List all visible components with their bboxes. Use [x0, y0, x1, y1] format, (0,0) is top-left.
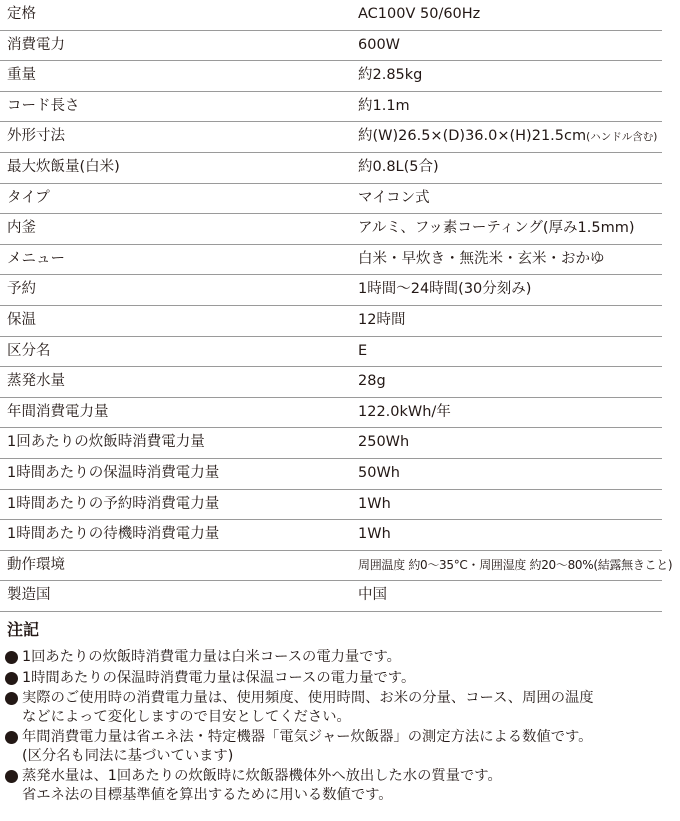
spec-label: 区分名: [7, 342, 51, 359]
note-item: [5, 728, 673, 765]
bullet-icon: [5, 672, 18, 685]
spec-row-power: [0, 31, 662, 62]
spec-row-cooking-energy: [0, 428, 662, 459]
notes-title: 注記: [7, 620, 40, 639]
spec-value: 122.0kWh/年: [358, 403, 451, 420]
bullet-icon: [5, 770, 18, 783]
spec-value: E: [358, 342, 368, 359]
spec-label: 1時間あたりの予約時消費電力量: [7, 495, 220, 512]
note-line: などによって変化しますので目安としてください。: [22, 708, 351, 725]
spec-value: AC100V 50/60Hz: [358, 6, 481, 22]
spec-value: 50Wh: [358, 464, 400, 481]
spec-row-weight: [0, 61, 662, 92]
spec-label: 製造国: [7, 587, 51, 604]
spec-row-origin: [0, 581, 662, 612]
note-line: 1回あたりの炊飯時消費電力量は白米コースの電力量です。: [22, 649, 401, 665]
spec-value-group: [358, 122, 657, 152]
spec-row-timer: [0, 275, 662, 306]
spec-row-environment: [0, 551, 673, 582]
spec-row-rating: [0, 0, 662, 31]
spec-value: 250Wh: [358, 434, 410, 451]
spec-value: 約2.85kg: [358, 67, 423, 84]
spec-value: 1時間〜24時間(30分刻み): [358, 281, 532, 298]
spec-label: 1時間あたりの待機時消費電力量: [7, 526, 220, 543]
spec-value: 約0.8L(5合): [358, 158, 439, 175]
spec-label: 外形寸法: [7, 128, 65, 145]
spec-value: 周囲温度 約0〜35°C・周囲湿度 約20〜80%(結露無きこと): [358, 557, 673, 572]
spec-label: 1回あたりの炊飯時消費電力量: [7, 434, 205, 451]
spec-row-dimensions: [0, 122, 662, 153]
note-line: (区分名も同法に基づいています): [22, 747, 234, 764]
spec-value-note: (ハンドル含む): [586, 131, 658, 144]
spec-value: 1Wh: [358, 526, 391, 543]
spec-label: 動作環境: [7, 556, 65, 573]
spec-value: 約1.1m: [358, 97, 410, 114]
spec-label: 内釜: [7, 220, 36, 237]
spec-row-evaporation: [0, 367, 662, 398]
spec-row-category: [0, 337, 662, 368]
note-item: [5, 648, 673, 667]
spec-label: 蒸発水量: [7, 373, 65, 390]
notes-list: [5, 648, 673, 806]
spec-row-warm-energy: [0, 459, 662, 490]
note-line: 省エネ法の目標基準値を算出するために用いる数値です。: [22, 786, 393, 803]
spec-label: コード長さ: [7, 97, 80, 114]
spec-row-keep-warm: [0, 306, 662, 337]
spec-value: 約(W)26.5×(D)36.0×(H)21.5cm: [358, 128, 587, 145]
spec-value: アルミ、フッ素コーティング(厚み1.5mm): [358, 220, 635, 237]
note-line: 実際のご使用時の消費電力量は、使用頻度、使用時間、お米の分量、コース、周囲の温度: [22, 690, 594, 706]
spec-value: 12時間: [358, 311, 406, 328]
spec-label: 予約: [7, 281, 36, 298]
bullet-icon: [5, 692, 18, 705]
spec-row-type: [0, 184, 662, 215]
spec-label: 重量: [7, 67, 36, 84]
spec-label: 消費電力: [7, 36, 65, 53]
spec-label: メニュー: [7, 250, 65, 267]
note-line: 年間消費電力量は省エネ法・特定機器「電気ジャー炊飯器」の測定方法による数値です。: [22, 729, 593, 745]
spec-row-menu: [0, 245, 662, 276]
note-line: 蒸発水量は、1回あたりの炊飯時に炊飯器機体外へ放出した水の質量です。: [22, 768, 502, 784]
note-item: [5, 689, 673, 726]
note-item: [5, 669, 673, 688]
spec-label: 最大炊飯量(白米): [7, 158, 120, 175]
spec-row-inner-pot: [0, 214, 662, 245]
spec-row-standby-energy: [0, 520, 662, 551]
spec-row-capacity: [0, 153, 662, 184]
bullet-icon: [5, 651, 18, 664]
spec-value: 白米・早炊き・無洗米・玄米・おかゆ: [358, 250, 605, 267]
spec-value: 600W: [358, 36, 401, 53]
spec-value: マイコン式: [358, 189, 430, 206]
spec-label: タイプ: [7, 189, 50, 206]
spec-value: 中国: [358, 587, 387, 604]
spec-value: 28g: [358, 373, 386, 390]
spec-label: 年間消費電力量: [7, 403, 109, 420]
note-item: [5, 767, 673, 804]
spec-row-annual-energy: [0, 398, 662, 429]
bullet-icon: [5, 731, 18, 744]
spec-label: 定格: [7, 6, 36, 22]
spec-label: 1時間あたりの保温時消費電力量: [7, 464, 220, 481]
spec-value: 1Wh: [358, 495, 391, 512]
spec-label: 保温: [7, 311, 36, 328]
spec-row-timer-energy: [0, 490, 662, 521]
spec-row-cord-length: [0, 92, 662, 123]
note-line: 1時間あたりの保温時消費電力量は保温コースの電力量です。: [22, 669, 416, 686]
